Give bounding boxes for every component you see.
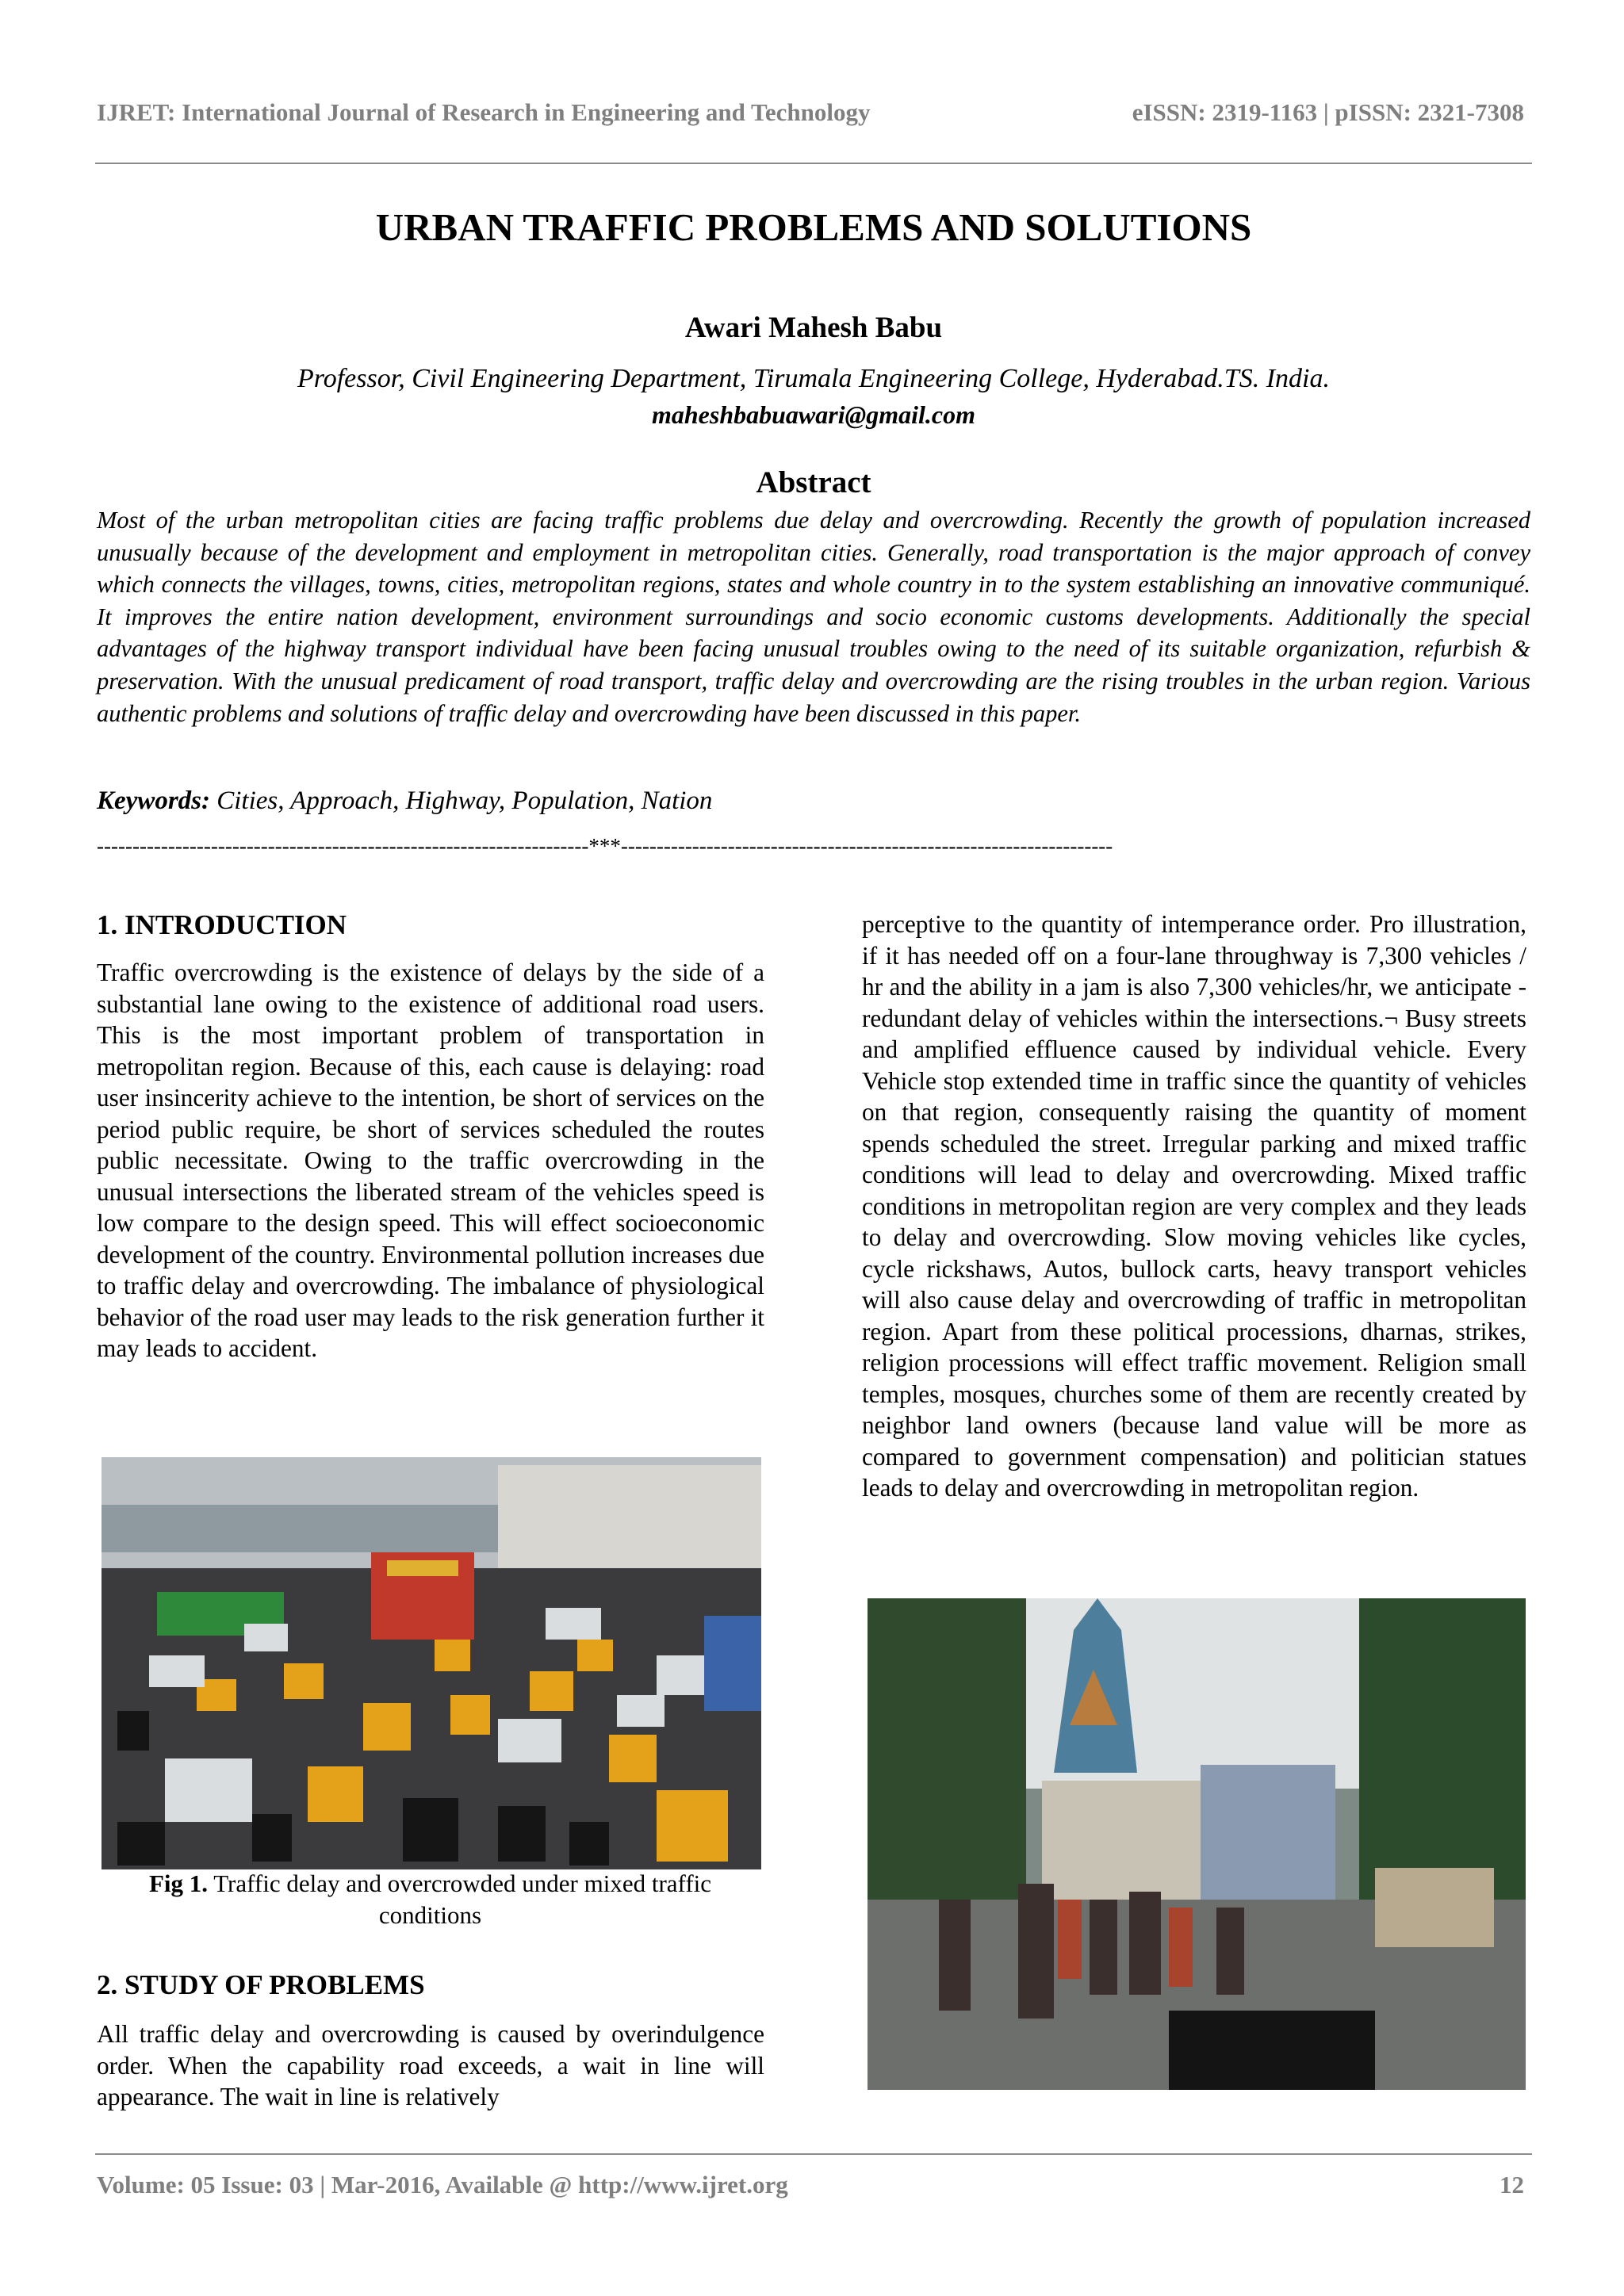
keywords (97, 786, 1530, 816)
footer-rule (95, 2153, 1532, 2155)
traffic-jam-image (102, 1457, 761, 1869)
keywords-text: Cities, Approach, Highway, Population, Nation (210, 786, 713, 815)
right-column-text: perceptive to the quantity of intemperance order. Pro illustration, if it has needed off on a four-lane throughway is 7,300 vehicles / hr and the ability in a jam is also 7,300 vehicles/hr, we anticipate - redundant delay of vehicles within the intersections.¬ Busy streets and amplified effluence caused by individual vehicle. Every Vehicle stop extended time in traffic since the quantity of vehicles on that region, consequently raising the quantity of moment spends scheduled the street. Irregular parking and mixed traffic conditions will lead to delay and overcrowding. Mixed traffic conditions in metropolitan region are very complex and they leads to delay and overcrowding. Slow moving vehicles like cycles, cycle rickshaws, Autos, bullock carts, heavy transport vehicles will also cause delay and overcrowding of traffic in metropolitan region. Apart from these political processions, dharnas, strikes, religion processions will effect traffic movement. Religion small temples, mosques, churches some of them are recently created by neighbor land owners (because land value will be more as compared to government compensation) and politician statues leads to delay and overcrowding in metropolitan region. (862, 910, 1526, 1502)
figure-1-label: Fig 1. (148, 1869, 209, 1897)
section-heading-introduction: 1. INTRODUCTION (97, 909, 347, 940)
keywords-label: Keywords: (97, 786, 210, 815)
header-rule (95, 163, 1532, 164)
figure-2-temple-street-photo (868, 1598, 1526, 2090)
figure-1-caption-text: Traffic delay and overcrowded under mixed traffic conditions (208, 1869, 712, 1929)
figure-1-caption (95, 1868, 765, 1931)
issn-header: eISSN: 2319-1163 | pISSN: 2321-7308 (1132, 98, 1524, 126)
author-email: maheshbabuawari@gmail.com (651, 400, 975, 429)
journal-header: IJRET: International Journal of Research in Engineering and Technology (97, 98, 871, 126)
page-number: 12 (1500, 2171, 1524, 2198)
section-heading-study-of-problems: 2. STUDY OF PROBLEMS (97, 1969, 425, 2000)
author-name: Awari Mahesh Babu (684, 312, 943, 344)
study-of-problems-text: All traffic delay and overcrowding is caused by overindulgence order. When the capability road exceeds, a wait in line will appearance. The wait in line is relatively (97, 2020, 764, 2110)
temple-street-image (868, 1598, 1526, 2090)
figure-1-traffic-photo (102, 1457, 761, 1869)
introduction-text: Traffic overcrowding is the existence of delays by the side of a substantial lane owing to the existence of additional road users. This is the most important problem of transportation in metropolitan region. Because of this, each cause is delaying: road user insincerity achieve to the intention, be short of services on the period public require, be short of services scheduled the routes public necessitate. Owing to the traffic overcrowding in the unusual intersections the liberated stream of the vehicles speed is low compare to the design speed. This will effect socioeconomic development of the country. Environmental pollution increases due to traffic delay and overcrowding. The imbalance of physiological behavior of the road user may leads to the risk generation further it may leads to accident. (97, 959, 764, 1362)
abstract-text: Most of the urban metropolitan cities are facing traffic problems due delay and overcrowding. Recently the growth of population increased unusually because of the development and employment in metropolitan cities. Generally, road transportation is the major approach of convey which connects the villages, towns, cities, metropolitan regions, states and whole country in to the system establishing an innovative communiqué. It improves the entire nation development, environment surroundings and socio economic customs developments. Additionally the special advantages of the highway transport individual have been facing unusual troubles owing to the need of its suitable organization, refurbish & preservation. With the unusual predicament of road transport, traffic delay and overcrowding are the rising troubles in the urban region. Various authentic problems and solutions of traffic delay and overcrowding have been discussed in this paper. (97, 507, 1530, 727)
footer-volume-info: Volume: 05 Issue: 03 | Mar-2016, Available @ http://www.ijret.org (97, 2171, 788, 2198)
section-separator: ---------------------------------------------------------------------***--------------------------------------------------------------------- (97, 834, 1113, 858)
author-affiliation: Professor, Civil Engineering Department, Tirumala Engineering College, Hyderabad.TS. India. (297, 364, 1330, 393)
paper-title: URBAN TRAFFIC PROBLEMS AND SOLUTIONS (375, 205, 1252, 249)
abstract-heading: Abstract (756, 465, 871, 499)
